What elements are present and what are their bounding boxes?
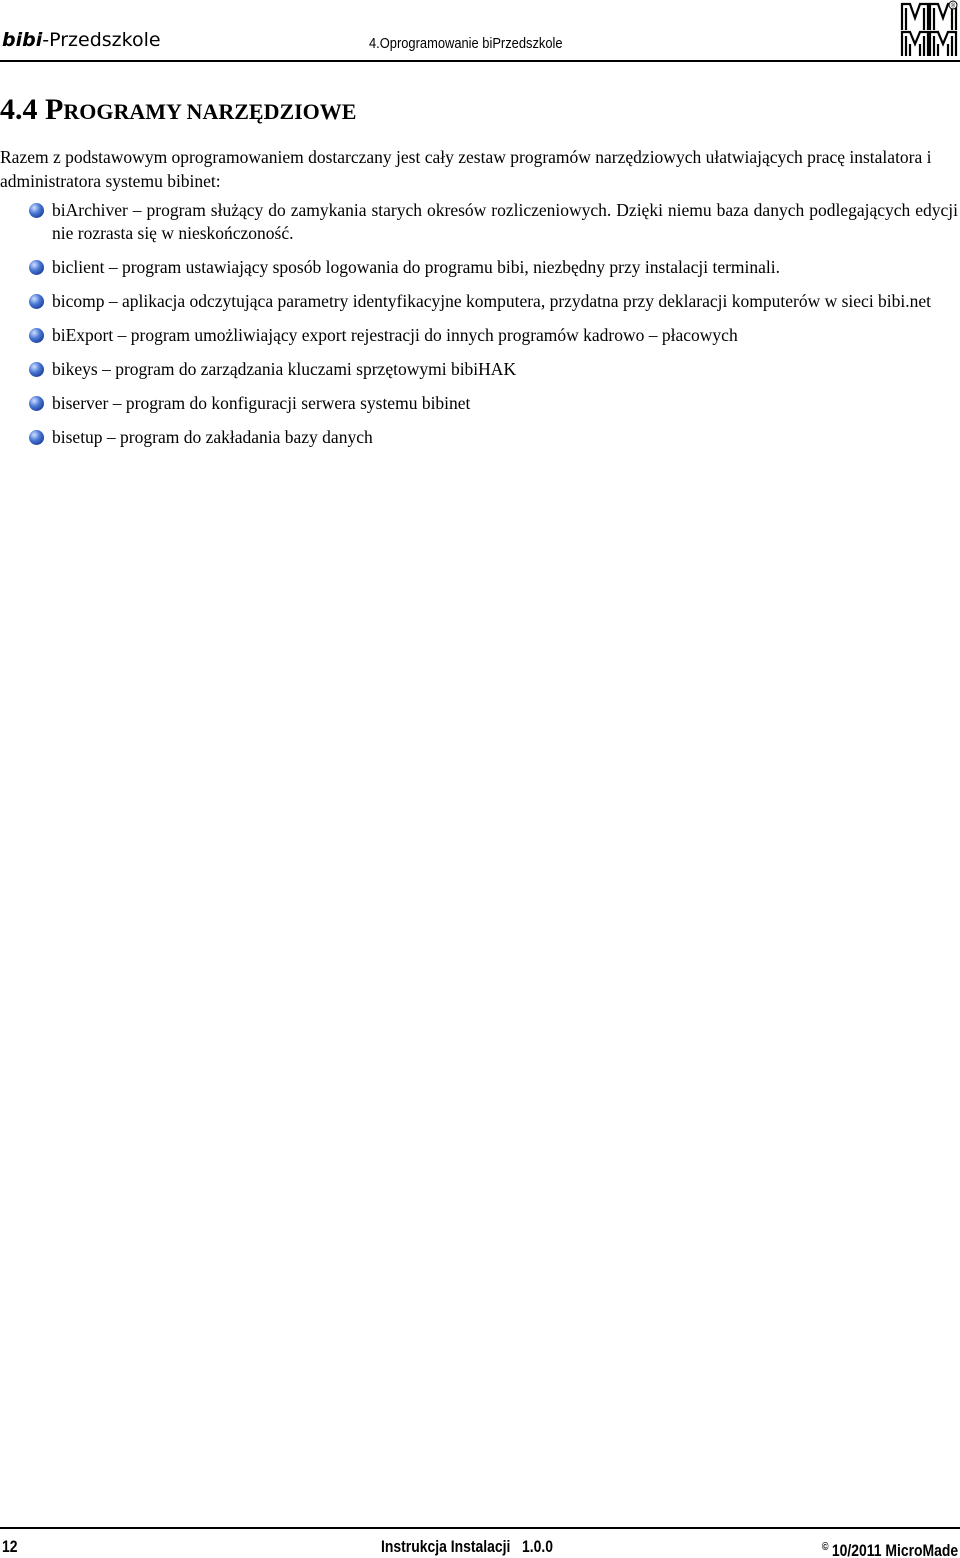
brand-rest: -Przedszkole <box>42 29 161 51</box>
list-item <box>0 199 958 245</box>
brand-bold: bibi <box>2 29 43 51</box>
blue-ball-bullet-icon <box>29 430 44 445</box>
copyright <box>822 1536 958 1558</box>
tools-list <box>0 199 958 460</box>
page-number: 12 <box>2 1537 18 1556</box>
list-item <box>0 290 958 313</box>
chapter-title: 4.Oprogramowanie biPrzedszkole <box>369 35 563 52</box>
registered-mark: ® <box>950 3 956 10</box>
blue-ball-bullet-icon <box>29 260 44 275</box>
copyright-text: 10/2011 MicroMade <box>831 1541 958 1558</box>
blue-ball-bullet-icon <box>29 294 44 309</box>
page-header <box>0 0 960 62</box>
blue-ball-bullet-icon <box>29 396 44 411</box>
section-heading <box>0 93 356 129</box>
list-item-text: biArchiver – program służący do zamykania starych okresów rozliczeniowych. Dzięki niemu baza danych podlegających edycji nie rozrasta się w nieskończoność. <box>52 200 958 243</box>
blue-ball-bullet-icon <box>29 328 44 343</box>
copyright-symbol: © <box>821 1541 829 1553</box>
section-title-initial: P <box>45 93 64 126</box>
brand-name <box>2 28 161 52</box>
list-item <box>0 426 958 449</box>
section-title-rest: ROGRAMY NARZĘDZIOWE <box>63 99 357 124</box>
section-number: 4.4 <box>0 93 38 126</box>
list-item-text: bikeys – program do zarządzania kluczami sprzętowymi bibiHAK <box>52 359 517 379</box>
intro-paragraph: Razem z podstawowym oprogramowaniem dostarczany jest cały zestaw programów narzędziowych ułatwiających pracę instalatora i administratora systemu bibinet: <box>0 147 932 191</box>
page-footer <box>0 1527 960 1558</box>
list-item <box>0 392 958 415</box>
list-item-text: biclient – program ustawiający sposób logowania do programu bibi, niezbędny przy instalacji terminali. <box>52 257 781 277</box>
list-item <box>0 324 958 347</box>
document-title: Instrukcja Instalacji 1.0.0 <box>381 1537 554 1556</box>
list-item-text: biserver – program do konfiguracji serwera systemu bibinet <box>52 393 471 413</box>
list-item-text: biExport – program umożliwiający export rejestracji do innych programów kadrowo – płacowych <box>52 325 738 345</box>
list-item <box>0 358 958 381</box>
blue-ball-bullet-icon <box>29 203 44 218</box>
micromade-logo <box>899 0 959 58</box>
blue-ball-bullet-icon <box>29 362 44 377</box>
list-item-text: bisetup – program do zakładania bazy danych <box>52 427 373 447</box>
list-item <box>0 256 958 279</box>
list-item-text: bicomp – aplikacja odczytująca parametry identyfikacyjne komputera, przydatna przy deklaracji komputerów w sieci bibi.net <box>52 291 932 311</box>
